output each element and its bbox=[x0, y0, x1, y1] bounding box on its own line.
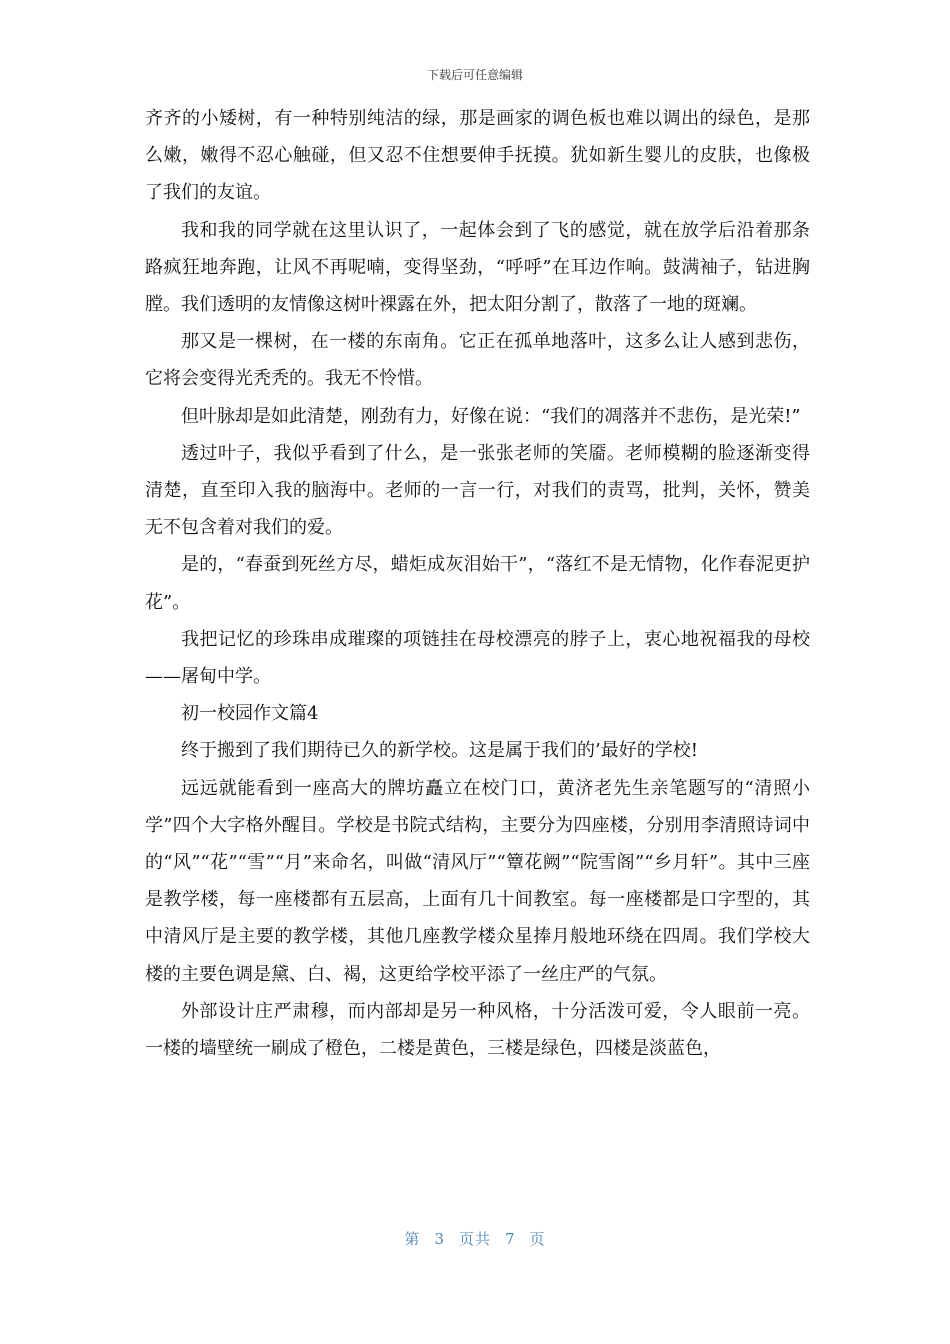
page-header: 下载后可任意编辑 bbox=[426, 68, 523, 82]
paragraph: 透过叶子，我似乎看到了什么，是一张张老师的笑靥。老师模糊的脸逐渐变得清楚，直至印入我的脑海中。老师的一言一行，对我们的责骂，批判，关怀，赞美无不包含着对我们的爱。 bbox=[145, 442, 810, 539]
paragraph: 我把记忆的珍珠串成璀璨的项链挂在母校漂亮的脖子上，衷心地祝福我的母校——屠甸中学。 bbox=[145, 628, 810, 688]
paragraph: 是的，“春蚕到死丝方尽，蜡炬成灰泪始干”，“落红不是无情物，化作春泥更护花”。 bbox=[145, 554, 810, 613]
paragraph: 齐齐的小矮树，有一种特别纯洁的绿，那是画家的调色板也难以调出的绿色，是那么嫩，嫩得不忍心触碰，但又忍不住想要伸手抚摸。犹如新生婴儿的皮肤，也像极了我们的友谊。 bbox=[145, 108, 810, 204]
page-label-mid: 页共 bbox=[458, 1230, 491, 1248]
page-footer bbox=[0, 1228, 950, 1249]
page-label-prefix: 第 bbox=[404, 1230, 421, 1248]
document-body bbox=[145, 100, 810, 1067]
paragraph: 我和我的同学就在这里认识了，一起体会到了飞的感觉，就在放学后沿着那条路疯狂地奔跑，让风不再呢喃，变得坚劲，“呼呼”在耳边作响。鼓满袖子，钻进胸膛。我们透明的友情像这树叶裸露在外，把太阳分割了，散落了一地的斑斓。 bbox=[145, 219, 810, 316]
total-pages-number: 7 bbox=[505, 1230, 516, 1248]
current-page-number: 3 bbox=[434, 1230, 445, 1248]
paragraph: 远远就能看到一座高大的牌坊矗立在校门口，黄济老先生亲笔题写的“清照小学”四个大字格外醒目。学校是书院式结构，主要分为四座楼，分别用李清照诗词中的“风”“花”“雪”“月”来命名，叫做“清风厅”“簟花阙”“院雪阁”“乡月轩”。其中三座是教学楼，每一座楼都有五层高，上面有几十间教室。每一座楼都是口字型的，其中清风厅是主要的教学楼，其他几座教学楼众星捧月般地环绕在四周。我们学校大楼的主要色调是黛、白、褐，这更给学校平添了一丝庄严的气氛。 bbox=[145, 777, 810, 985]
paragraph: 但叶脉却是如此清楚，刚劲有力，好像在说：“我们的凋落并不悲伤，是光荣!” bbox=[181, 405, 801, 427]
paragraph: 终于搬到了我们期待已久的新学校。这是属于我们的’最好的学校! bbox=[181, 740, 698, 762]
section-heading: 初一校园作文篇4 bbox=[181, 703, 319, 725]
paragraph: 外部设计庄严肃穆，而内部却是另一种风格，十分活泼可爱，令人眼前一亮。一楼的墙壁统一刷成了橙色，二楼是黄色，三楼是绿色，四楼是淡蓝色， bbox=[145, 1000, 810, 1060]
paragraph: 那又是一棵树，在一楼的东南角。它正在孤单地落叶，这多么让人感到悲伤，它将会变得光秃秃的。我无不怜惜。 bbox=[145, 331, 810, 390]
page-label-suffix: 页 bbox=[529, 1230, 546, 1248]
